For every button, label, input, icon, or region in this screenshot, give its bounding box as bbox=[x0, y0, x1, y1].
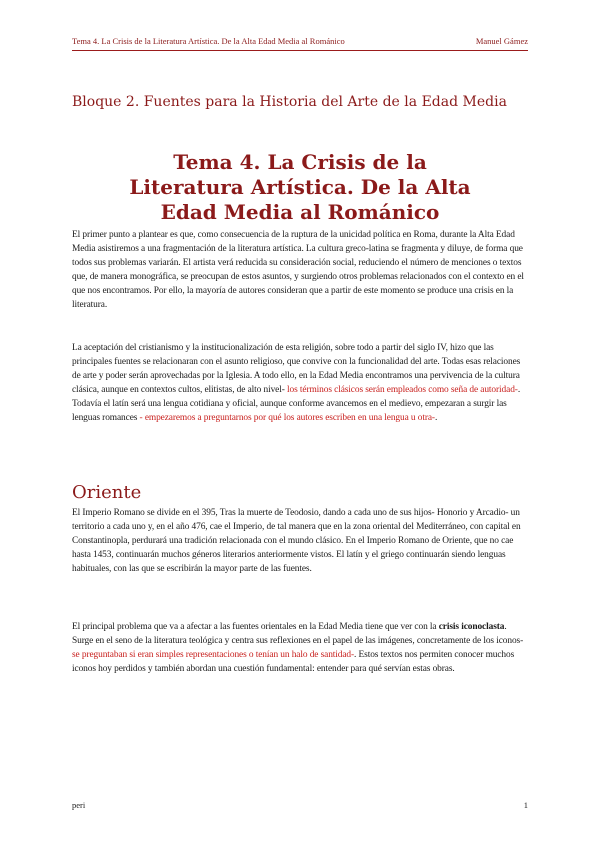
paragraph-iconoclasm bbox=[72, 620, 528, 676]
paragraph-iconoclasm-bold: crisis iconoclasta bbox=[438, 622, 505, 632]
paragraph-intro: El primer punto a plantear es que, como consecuencia de la ruptura de la unicidad política en Roma, durante la Alta Edad Media asistiremos a una fragmentación de la literatura artística. La cultura greco-latina se fragmenta y diluye, de forma que todos sus problemas variarán. El artista verá reducida su consideración social, reduciendo el número de menciones o textos que, de manera monográfica, se preocupan de estos asuntos, y surgiendo otros problemas relacionados con el contexto en el que nos encontramos. Por ello, la mayoría de autores consideran que a partir de este momento se produce una crisis en la literatura. bbox=[72, 230, 524, 310]
main-title-line-1: Tema 4. La Crisis de la bbox=[173, 150, 427, 174]
paragraph-christianity-text-c: . bbox=[434, 413, 438, 423]
header-title: Tema 4. La Crisis de la Literatura Artística. De la Alta Edad Media al Románico bbox=[72, 36, 345, 46]
paragraph-christianity-text-b: . Todavía el latín será una lengua cotidiana y oficial, aunque conforme avancemos en el medievo, empezaran a surgir las lenguas romances bbox=[72, 385, 521, 423]
running-header bbox=[72, 36, 528, 51]
paragraph-iconoclasm-highlight: se preguntaban si eran simples representaciones o tenían un halo de santidad- bbox=[72, 650, 355, 660]
paragraph-christianity bbox=[72, 341, 528, 425]
main-title bbox=[72, 150, 528, 225]
paragraph-christianity-text-a: La aceptación del cristianismo y la institucionalización de esta religión, sobre todo a partir del siglo IV, hizo que las principales fuentes se relacionaran con el asunto religioso, que convive con la funcionalidad del arte. Todas esas relaciones de arte y poder serán aprovechadas por la Iglesia. A todo ello, en la Edad Media encontramos una pervivencia de la cultura clásica, aunque en contextos cultos, elitistas, de alto nivel- bbox=[72, 343, 521, 395]
paragraph-christianity-highlight-1: los términos clásicos serán empleados como seña de autoridad- bbox=[284, 385, 518, 395]
section-heading-oriente: Oriente bbox=[72, 482, 142, 503]
block-title: Bloque 2. Fuentes para la Historia del Arte de la Edad Media bbox=[72, 94, 507, 110]
paragraph-christianity-highlight-2: - empezaremos a preguntarnos por qué los autores escriben en una lengua u otra- bbox=[137, 413, 435, 423]
paragraph-iconoclasm-text-b: . Surge en el seno de la literatura teológica y centra sus reflexiones en el papel de las imágenes, concretamente de los iconos- bbox=[72, 622, 524, 646]
footer-left: peri bbox=[72, 800, 86, 810]
paragraph-iconoclasm-text-a: El principal problema que va a afectar a las fuentes orientales en la Edad Media tiene que ver con la bbox=[72, 622, 439, 632]
paragraph-iconoclasm-text-c: . Estos textos nos permiten conocer muchos iconos hoy perdidos y también abordan una cuestión fundamental: entender para qué servían estas obras. bbox=[72, 650, 515, 674]
main-title-line-2: Literatura Artística. De la Alta bbox=[129, 175, 471, 199]
paragraph-empire: El Imperio Romano se divide en el 395, Tras la muerte de Teodosio, dando a cada uno de sus hijos- Honorio y Arcadio- un territorio a cada uno y, en el año 476, cae el Imperio, de tal manera que en la zona oriental del Mediterráneo, con capital en Constantinopla, perdurará una tradición relacionada con el mundo clásico. En el Imperio Romano de Oriente, que no cae hasta 1453, continuarán muchos géneros literarios anteriormente vistos. El latín y el griego continuarán siendo lenguas habituales, con las que se escribirán la mayor parte de las fuentes. bbox=[72, 508, 521, 574]
main-title-line-3: Edad Media al Románico bbox=[160, 200, 440, 224]
header-author: Manuel Gámez bbox=[475, 36, 528, 46]
page-number: 1 bbox=[523, 800, 528, 810]
